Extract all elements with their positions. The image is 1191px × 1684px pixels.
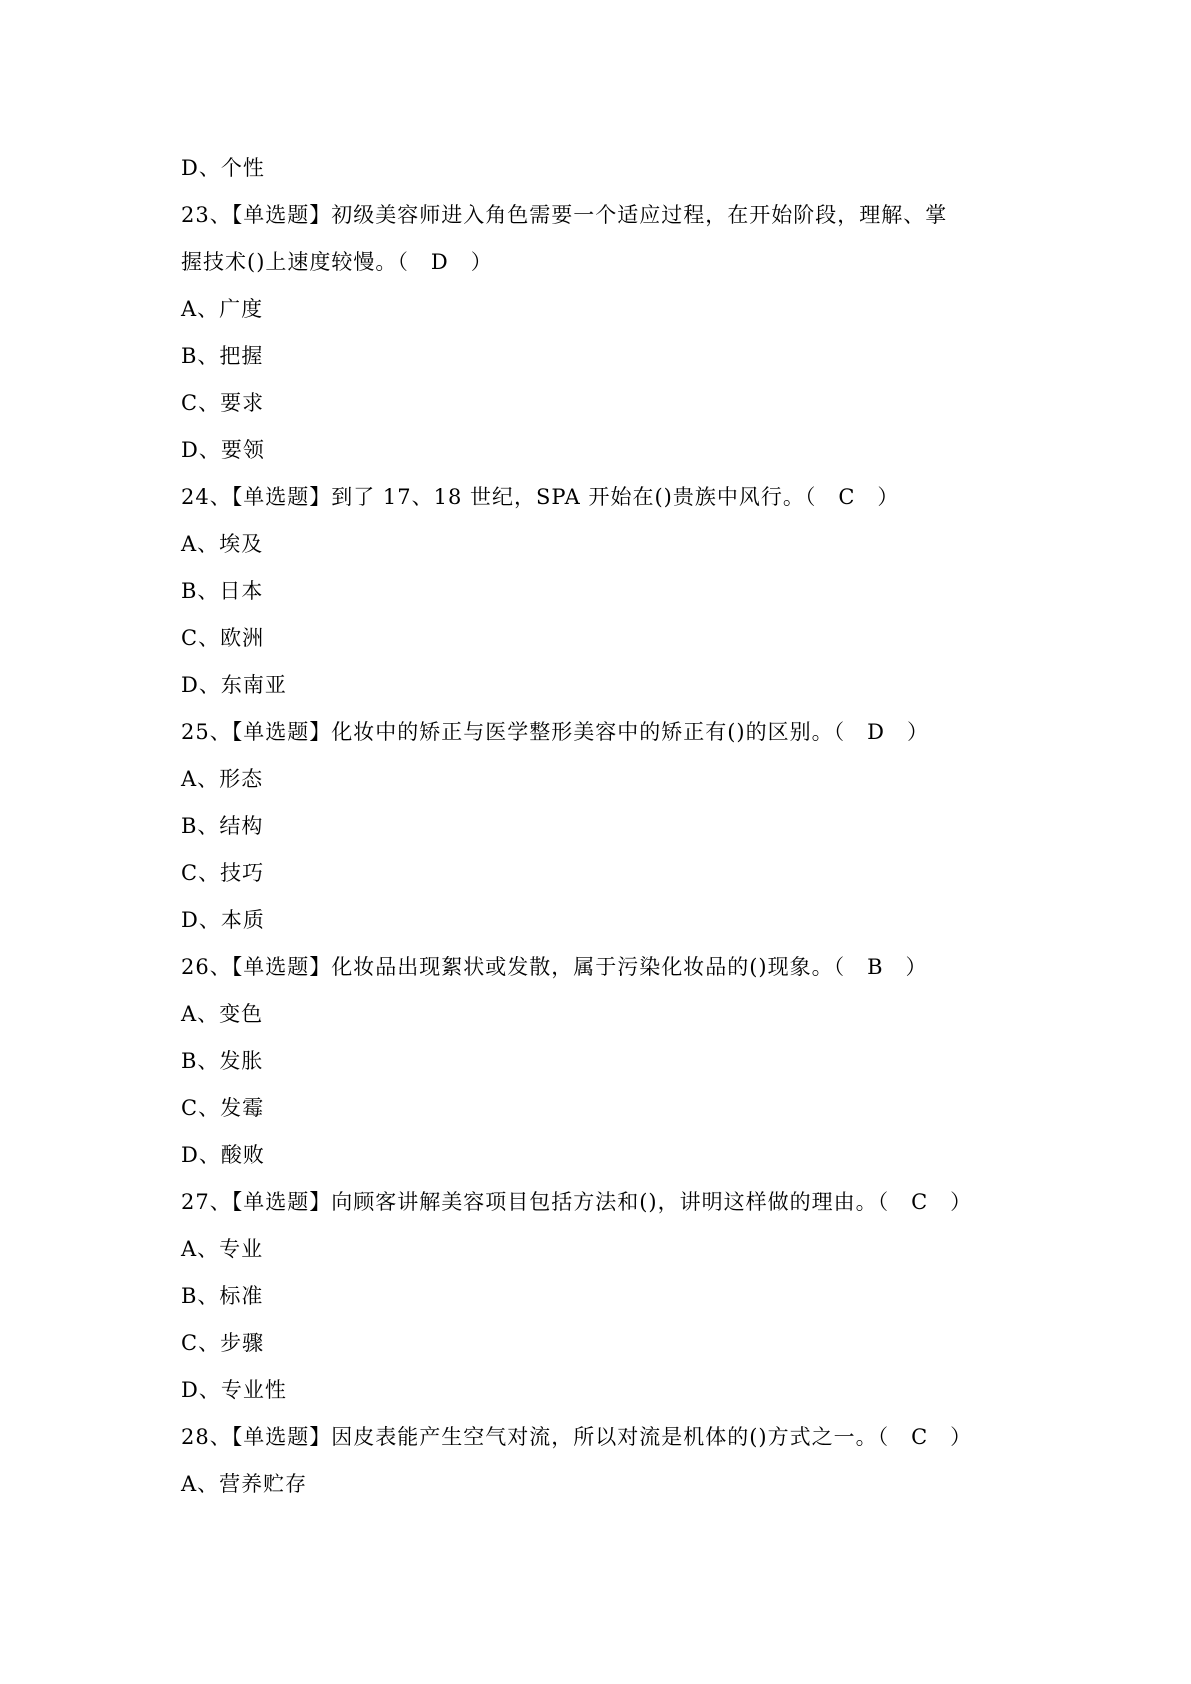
- option-line: A、变色: [181, 1002, 264, 1026]
- option-line: D、个性: [181, 156, 265, 180]
- option-line: D、酸败: [181, 1143, 265, 1167]
- option-line: A、广度: [181, 297, 264, 321]
- option-line: B、发胀: [181, 1049, 264, 1073]
- question-25: 25、【单选题】化妆中的矫正与医学整形美容中的矫正有()的区别。（ D ）: [181, 720, 929, 744]
- option-line: B、标准: [181, 1284, 264, 1308]
- option-line: D、专业性: [181, 1378, 287, 1402]
- question-26: 26、【单选题】化妆品出现絮状或发散，属于污染化妆品的()现象。（ B ）: [181, 955, 928, 979]
- option-line: B、日本: [181, 579, 264, 603]
- option-line: C、技巧: [181, 861, 265, 885]
- option-line: B、结构: [181, 814, 264, 838]
- option-line: D、本质: [181, 908, 265, 932]
- option-line: A、形态: [181, 767, 264, 791]
- option-line: C、要求: [181, 391, 265, 415]
- option-line: B、把握: [181, 344, 264, 368]
- option-line: A、营养贮存: [181, 1472, 308, 1496]
- option-line: D、东南亚: [181, 673, 287, 697]
- question-24: 24、【单选题】到了 17、18 世纪，SPA 开始在()贵族中风行。（ C ）: [181, 485, 900, 509]
- option-line: C、发霉: [181, 1096, 265, 1120]
- option-line: C、步骤: [181, 1331, 265, 1355]
- option-line: A、专业: [181, 1237, 264, 1261]
- question-23-line-2: 握技术()上速度较慢。（ D ）: [181, 250, 493, 274]
- question-28: 28、【单选题】因皮表能产生空气对流，所以对流是机体的()方式之一。（ C ）: [181, 1425, 973, 1449]
- question-27: 27、【单选题】向顾客讲解美容项目包括方法和()，讲明这样做的理由。（ C ）: [181, 1190, 973, 1214]
- option-line: C、欧洲: [181, 626, 265, 650]
- question-23-line-1: 23、【单选题】初级美容师进入角色需要一个适应过程，在开始阶段，理解、掌: [181, 203, 948, 227]
- option-line: D、要领: [181, 438, 265, 462]
- option-line: A、埃及: [181, 532, 264, 556]
